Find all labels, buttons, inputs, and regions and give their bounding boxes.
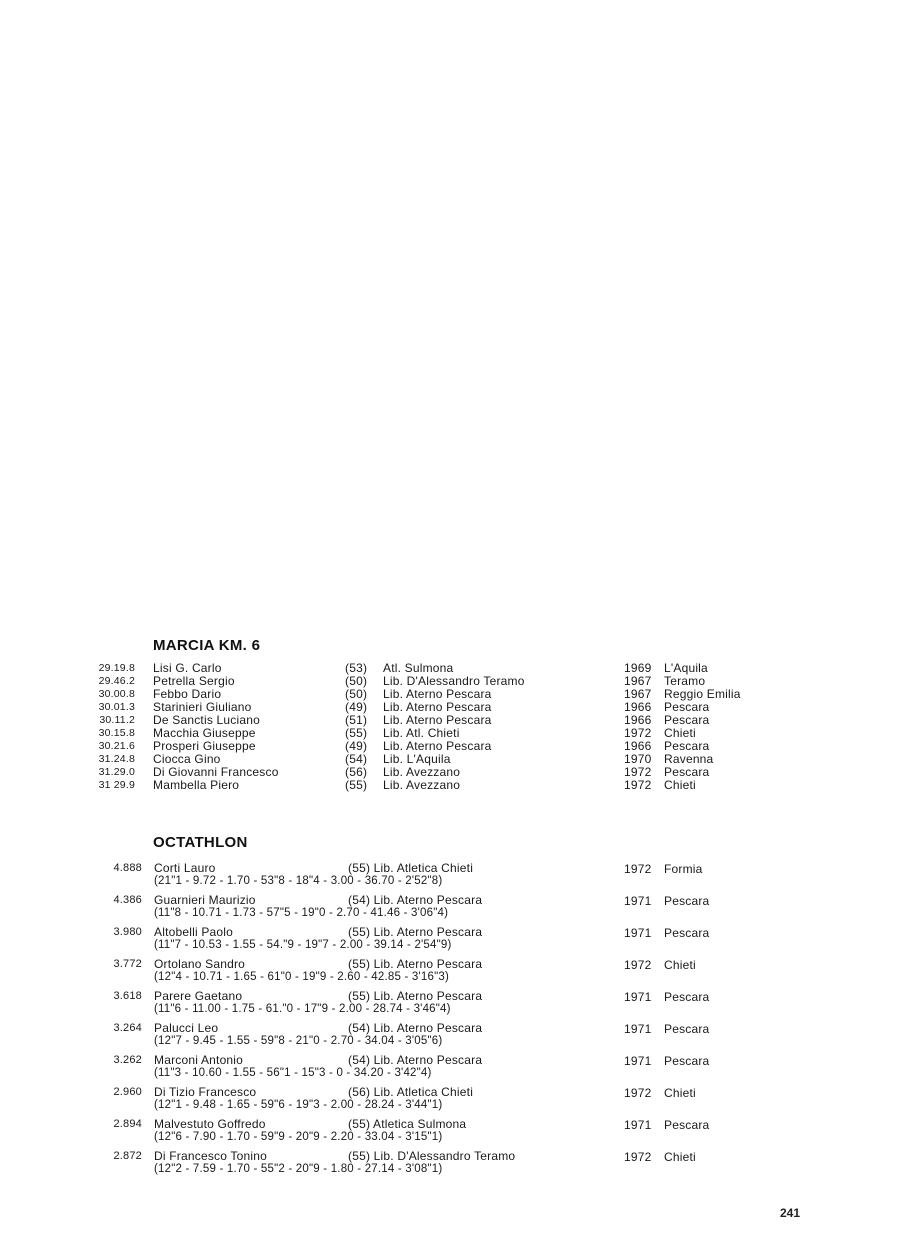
record-place: Pescara — [664, 1022, 710, 1036]
club-name: Atl. Sulmona — [383, 661, 454, 675]
table-row — [0, 1118, 900, 1144]
marcia-heading: MARCIA KM. 6 — [153, 637, 261, 654]
club-name: (55) Lib. Aterno Pescara — [348, 989, 483, 1003]
athlete-name: Corti Lauro — [154, 861, 216, 875]
record-year: 1971 — [624, 1054, 652, 1068]
points-cell: 2.894 — [113, 1118, 142, 1130]
record-year: 1971 — [624, 990, 652, 1004]
table-row — [0, 1054, 900, 1080]
time-cell: 30.15.8 — [98, 727, 135, 739]
record-year: 1972 — [624, 862, 652, 876]
athlete-name: Malvestuto Goffredo — [154, 1117, 266, 1131]
record-place: Formia — [664, 862, 703, 876]
birth-year: (55) — [345, 778, 368, 792]
athlete-name: Guarnieri Maurizio — [154, 893, 256, 907]
record-place: Chieti — [664, 778, 696, 792]
club-name: Lib. D'Alessandro Teramo — [383, 674, 525, 688]
record-place: Pescara — [664, 894, 710, 908]
event-breakdown: (11"6 - 11.00 - 1.75 - 61."0 - 17"9 - 2.00 - 28.74 - 3'46"4) — [154, 1003, 451, 1015]
record-place: Pescara — [664, 990, 710, 1004]
table-row — [0, 1022, 900, 1048]
athlete-name: Macchia Giuseppe — [153, 726, 256, 740]
record-year: 1969 — [624, 661, 652, 675]
record-place: Pescara — [664, 1118, 710, 1132]
points-cell: 3.772 — [113, 958, 142, 970]
points-cell: 3.264 — [113, 1022, 142, 1034]
points-cell: 2.872 — [113, 1150, 142, 1162]
record-year: 1972 — [624, 726, 652, 740]
club-name: Lib. Aterno Pescara — [383, 739, 492, 753]
time-cell: 30.11.2 — [99, 714, 135, 726]
event-breakdown: (12"1 - 9.48 - 1.65 - 59"6 - 19"3 - 2.00 - 28.24 - 3'44"1) — [154, 1099, 443, 1111]
athlete-name: Starinieri Giuliano — [153, 700, 252, 714]
points-cell: 2.960 — [113, 1086, 142, 1098]
athlete-name: Ciocca Gino — [153, 752, 221, 766]
time-cell: 29.46.2 — [98, 675, 135, 687]
table-row — [0, 958, 900, 984]
record-year: 1971 — [624, 926, 652, 940]
club-name: (55) Lib. Atletica Chieti — [348, 861, 474, 875]
athlete-name: Marconi Antonio — [154, 1053, 244, 1067]
record-place: Chieti — [664, 1150, 696, 1164]
record-place: Teramo — [664, 674, 706, 688]
birth-year: (50) — [345, 674, 368, 688]
birth-year: (49) — [345, 700, 368, 714]
club-name: Lib. L'Aquila — [383, 752, 451, 766]
record-year: 1966 — [624, 700, 652, 714]
record-place: Chieti — [664, 1086, 696, 1100]
time-cell: 30.01.3 — [98, 701, 135, 713]
record-year: 1971 — [624, 1118, 652, 1132]
athlete-name: Ortolano Sandro — [154, 957, 246, 971]
club-name: (54) Lib. Aterno Pescara — [348, 893, 483, 907]
club-name: (55) Lib. Aterno Pescara — [348, 925, 483, 939]
club-name: (56) Lib. Atletica Chieti — [348, 1085, 474, 1099]
record-year: 1967 — [624, 687, 652, 701]
birth-year: (53) — [345, 661, 368, 675]
club-name: Lib. Aterno Pescara — [383, 700, 492, 714]
record-place: Chieti — [664, 726, 696, 740]
table-row — [0, 926, 900, 952]
record-place: Reggio Emilia — [664, 687, 741, 701]
event-breakdown: (11"7 - 10.53 - 1.55 - 54."9 - 19"7 - 2.00 - 39.14 - 2'54"9) — [154, 939, 452, 951]
birth-year: (51) — [345, 713, 368, 727]
table-row — [0, 894, 900, 920]
athlete-name: Di Francesco Tonino — [154, 1149, 267, 1163]
record-place: Pescara — [664, 1054, 710, 1068]
points-cell: 3.980 — [113, 926, 142, 938]
birth-year: (55) — [345, 726, 368, 740]
points-cell: 3.618 — [113, 990, 142, 1002]
birth-year: (54) — [345, 752, 368, 766]
table-row — [0, 862, 900, 888]
table-row — [0, 1086, 900, 1112]
club-name: Lib. Avezzano — [383, 778, 461, 792]
record-place: Pescara — [664, 926, 710, 940]
table-row — [0, 1150, 900, 1176]
record-year: 1972 — [624, 1086, 652, 1100]
athlete-name: Petrella Sergio — [153, 674, 235, 688]
points-cell: 4.888 — [113, 862, 142, 874]
record-place: Pescara — [664, 765, 710, 779]
club-name: (54) Lib. Aterno Pescara — [348, 1021, 483, 1035]
event-breakdown: (11"3 - 10.60 - 1.55 - 56"1 - 15"3 - 0 - 34.20 - 3'42"4) — [154, 1067, 432, 1079]
record-year: 1971 — [624, 894, 652, 908]
time-cell: 31.29.0 — [98, 766, 135, 778]
record-place: Pescara — [664, 713, 710, 727]
page-number: 241 — [780, 1206, 801, 1220]
club-name: Lib. Avezzano — [383, 765, 461, 779]
time-cell: 31 29.9 — [98, 779, 135, 791]
table-row — [0, 779, 900, 792]
athlete-name: Altobelli Paolo — [154, 925, 234, 939]
record-year: 1972 — [624, 1150, 652, 1164]
record-place: Ravenna — [664, 752, 714, 766]
table-row — [0, 990, 900, 1016]
record-place: L'Aquila — [664, 661, 708, 675]
athlete-name: Prosperi Giuseppe — [153, 739, 256, 753]
event-breakdown: (12"6 - 7.90 - 1.70 - 59"9 - 20"9 - 2.20 - 33.04 - 3'15"1) — [154, 1131, 443, 1143]
record-year: 1972 — [624, 765, 652, 779]
club-name: Lib. Aterno Pescara — [383, 713, 492, 727]
club-name: Lib. Atl. Chieti — [383, 726, 460, 740]
athlete-name: Lisi G. Carlo — [153, 661, 222, 675]
athlete-name: Parere Gaetano — [154, 989, 243, 1003]
athlete-name: Mambella Piero — [153, 778, 240, 792]
event-breakdown: (12"7 - 9.45 - 1.55 - 59"8 - 21"0 - 2.70 - 34.04 - 3'05"6) — [154, 1035, 443, 1047]
record-year: 1967 — [624, 674, 652, 688]
record-year: 1972 — [624, 958, 652, 972]
birth-year: (50) — [345, 687, 368, 701]
record-place: Pescara — [664, 700, 710, 714]
points-cell: 3.262 — [113, 1054, 142, 1066]
club-name: (55) Atletica Sulmona — [348, 1117, 467, 1131]
record-place: Pescara — [664, 739, 710, 753]
club-name: Lib. Aterno Pescara — [383, 687, 492, 701]
athlete-name: Di Giovanni Francesco — [153, 765, 279, 779]
athlete-name: Di Tizio Francesco — [154, 1085, 257, 1099]
octathlon-heading: OCTATHLON — [153, 834, 248, 851]
time-cell: 29.19.8 — [98, 662, 135, 674]
event-breakdown: (11"8 - 10.71 - 1.73 - 57"5 - 19"0 - 2.70 - 41.46 - 3'06"4) — [154, 907, 449, 919]
club-name: (55) Lib. Aterno Pescara — [348, 957, 483, 971]
record-place: Chieti — [664, 958, 696, 972]
event-breakdown: (12"2 - 7.59 - 1.70 - 55"2 - 20"9 - 1.80 - 27.14 - 3'08"1) — [154, 1163, 443, 1175]
time-cell: 30.21.6 — [98, 740, 135, 752]
record-year: 1966 — [624, 713, 652, 727]
athlete-name: Febbo Dario — [153, 687, 222, 701]
points-cell: 4.386 — [113, 894, 142, 906]
record-year: 1972 — [624, 778, 652, 792]
birth-year: (49) — [345, 739, 368, 753]
record-year: 1970 — [624, 752, 652, 766]
birth-year: (56) — [345, 765, 368, 779]
club-name: (55) Lib. D'Alessandro Teramo — [348, 1149, 516, 1163]
athlete-name: De Sanctis Luciano — [153, 713, 260, 727]
record-year: 1971 — [624, 1022, 652, 1036]
time-cell: 30.00.8 — [98, 688, 135, 700]
event-breakdown: (12"4 - 10.71 - 1.65 - 61"0 - 19"9 - 2.60 - 42.85 - 3'16"3) — [154, 971, 449, 983]
club-name: (54) Lib. Aterno Pescara — [348, 1053, 483, 1067]
athlete-name: Palucci Leo — [154, 1021, 219, 1035]
record-year: 1966 — [624, 739, 652, 753]
event-breakdown: (21"1 - 9.72 - 1.70 - 53"8 - 18"4 - 3.00 - 36.70 - 2'52"8) — [154, 875, 443, 887]
time-cell: 31.24.8 — [98, 753, 135, 765]
